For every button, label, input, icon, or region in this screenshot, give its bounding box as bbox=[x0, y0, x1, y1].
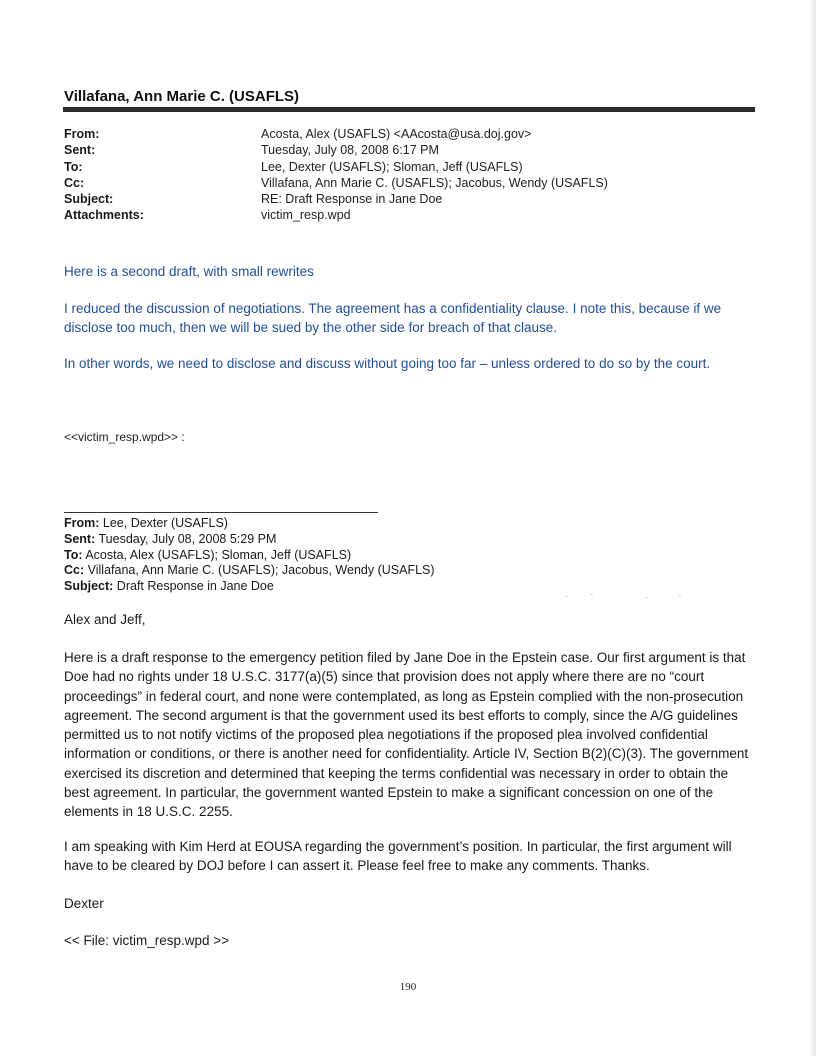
forwarded-label: Subject: bbox=[64, 579, 114, 594]
header-label: Subject: bbox=[64, 192, 114, 207]
title-rule bbox=[63, 107, 755, 112]
forwarded-row-subject bbox=[64, 579, 435, 595]
header-label: From: bbox=[64, 127, 100, 141]
header-row-sent bbox=[64, 142, 608, 158]
header-row-cc bbox=[64, 175, 608, 191]
body-paragraph bbox=[64, 894, 754, 913]
forward-separator bbox=[64, 512, 378, 513]
mailbox-owner-title: Villafana, Ann Marie C. (USAFLS) bbox=[64, 88, 300, 105]
body-text: I am speaking with Kim Herd at EOUSA regarding the government’s position. In particular, the first argument will have to be cleared by DOJ before I can assert it. Please feel free to make any comments. Thanks. bbox=[64, 839, 732, 874]
header-value: Villafana, Ann Marie C. (USAFLS); Jacobus, Wendy (USAFLS) bbox=[261, 175, 608, 190]
reply-text: I reduced the discussion of negotiations. The agreement has a confidentiality clause. I note this, because if we disclose too much, then we will be sued by the other side for breach of that clause. bbox=[64, 301, 722, 335]
header-row-attachments bbox=[64, 207, 608, 223]
header-value: victim_resp.wpd bbox=[261, 208, 351, 223]
attachment-reference: <<victim_resp.wpd>> : bbox=[64, 430, 185, 444]
header-row-to bbox=[64, 159, 608, 175]
reply-paragraph bbox=[64, 354, 754, 373]
reply-paragraph bbox=[64, 262, 754, 281]
forwarded-header bbox=[64, 516, 435, 595]
body-paragraph bbox=[64, 648, 754, 822]
forwarded-value: Acosta, Alex (USAFLS); Sloman, Jeff (USAFLS) bbox=[85, 547, 352, 562]
header-row-from bbox=[64, 126, 608, 142]
header-label: Sent: bbox=[64, 143, 96, 158]
page-number: 190 bbox=[399, 981, 417, 993]
scan-speck bbox=[565, 596, 568, 597]
forwarded-label: From: bbox=[64, 516, 100, 530]
header-label: Attachments: bbox=[64, 208, 144, 223]
header-value: Lee, Dexter (USAFLS); Sloman, Jeff (USAFLS) bbox=[261, 159, 523, 174]
forwarded-row-cc bbox=[64, 563, 435, 579]
forwarded-label: Cc: bbox=[64, 563, 85, 578]
scan-speck bbox=[645, 597, 648, 598]
signature: Dexter bbox=[64, 896, 104, 911]
salutation: Alex and Jeff, bbox=[64, 612, 146, 627]
forwarded-value: Lee, Dexter (USAFLS) bbox=[102, 516, 228, 530]
forwarded-row-sent bbox=[64, 532, 435, 548]
header-value: Tuesday, July 08, 2008 6:17 PM bbox=[261, 143, 439, 158]
file-reference: << File: victim_resp.wpd >> bbox=[64, 933, 230, 948]
forwarded-value: Draft Response in Jane Doe bbox=[116, 579, 274, 594]
header-value: Acosta, Alex (USAFLS) <AAcosta@usa.doj.gov> bbox=[261, 127, 532, 141]
forwarded-label: Sent: bbox=[64, 531, 96, 546]
reply-text: Here is a second draft, with small rewrites bbox=[64, 264, 314, 279]
header-label: To: bbox=[64, 159, 83, 174]
header-row-subject bbox=[64, 191, 608, 207]
body-paragraph bbox=[64, 837, 754, 876]
header-label: Cc: bbox=[64, 175, 85, 190]
scan-speck bbox=[590, 594, 593, 595]
forwarded-value: Villafana, Ann Marie C. (USAFLS); Jacobus, Wendy (USAFLS) bbox=[87, 563, 435, 578]
forwarded-value: Tuesday, July 08, 2008 5:29 PM bbox=[98, 531, 277, 546]
body-paragraph bbox=[64, 610, 754, 629]
body-paragraph bbox=[64, 931, 754, 950]
email-header bbox=[64, 126, 608, 224]
forwarded-label: To: bbox=[64, 547, 83, 562]
forwarded-row-to bbox=[64, 548, 435, 564]
body-text: Here is a draft response to the emergency petition filed by Jane Doe in the Epstein case. Our first argument is that Doe had no rights under 18 U.S.C. 3177(a)(5) since that provision does not apply where there are no “court proceedings” in federal court, and none were contemplated, as long as Epstein complied with the non-prosecution agreement. The second argument is that the government used its best efforts to comply, since the A/G guidelines permitted us to not notify victims of the proposed plea negotiations if the proposed plea involved confidential information or conditions, or there is another need for confidentiality. Article IV, Section B(2)(C)(3). The government exercised its discretion and determined that keeping the terms confidential was necessary in order to obtain the best agreement. In particular, the government wanted Epstein to make a significant concession on one of the elements in 18 U.S.C. 2255. bbox=[64, 650, 749, 820]
scan-speck bbox=[678, 595, 681, 596]
reply-paragraph bbox=[64, 299, 754, 337]
reply-text: In other words, we need to disclose and discuss without going too far – unless ordered to do so by the court. bbox=[64, 356, 711, 371]
page-edge-shadow bbox=[810, 0, 816, 1056]
header-value: RE: Draft Response in Jane Doe bbox=[261, 192, 443, 207]
forwarded-row-from bbox=[64, 516, 435, 532]
